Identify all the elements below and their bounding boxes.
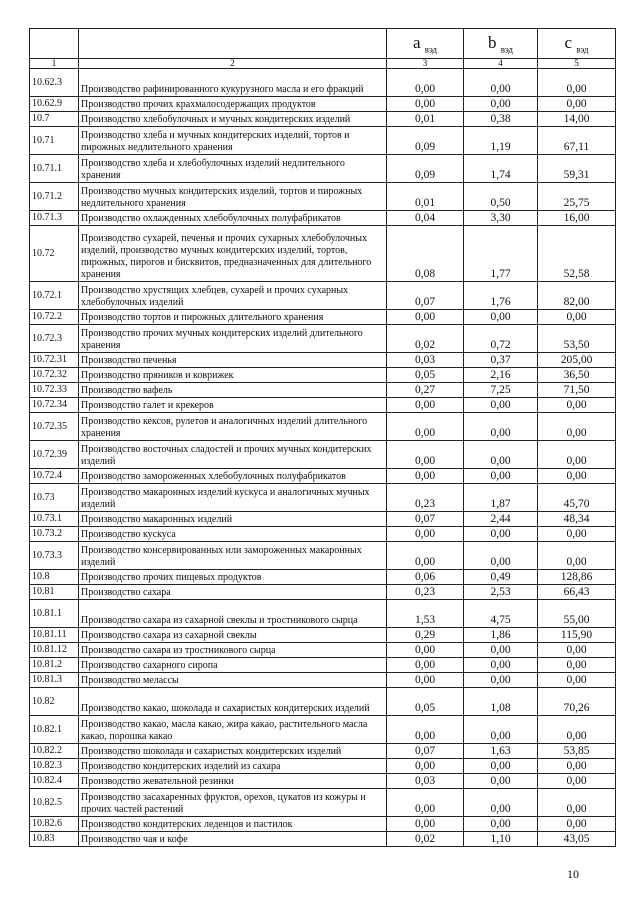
- value-a: 0,00: [387, 441, 464, 469]
- value-c: 0,00: [538, 527, 616, 542]
- table-row: [30, 112, 616, 127]
- row-code: 10.81.11: [30, 628, 79, 643]
- value-a: 0,00: [387, 398, 464, 413]
- column-number: 1: [30, 59, 79, 69]
- value-c: 53,85: [538, 744, 616, 759]
- value-c: 25,75: [538, 183, 616, 211]
- table-row: [30, 441, 616, 469]
- value-b: 0,00: [464, 398, 538, 413]
- header-cell-code: [30, 29, 79, 59]
- table-row: [30, 688, 616, 716]
- row-code: 10.73.1: [30, 512, 79, 527]
- row-code: 10.72.39: [30, 441, 79, 469]
- row-code: 10.71.1: [30, 155, 79, 183]
- table-row: [30, 69, 616, 97]
- value-b: 2,53: [464, 585, 538, 600]
- value-b: 1,19: [464, 127, 538, 155]
- row-code: 10.81.12: [30, 643, 79, 658]
- row-name: Производство печенья: [79, 353, 387, 368]
- table-row: [30, 512, 616, 527]
- value-c: 70,26: [538, 688, 616, 716]
- value-a: 0,00: [387, 97, 464, 112]
- value-b: 1,87: [464, 484, 538, 512]
- row-name: Производство мелассы: [79, 673, 387, 688]
- value-c: 45,70: [538, 484, 616, 512]
- value-b: 3,30: [464, 211, 538, 226]
- table-row: [30, 413, 616, 441]
- row-name: Производство прочих крахмалосодержащих продуктов: [79, 97, 387, 112]
- row-name: Производство жевательной резинки: [79, 774, 387, 789]
- row-name: Производство сухарей, печенья и прочих сухарных хлебобулочных изделий, производство мучных кондитерских изделий, тортов, пирожных, пирогов и бисквитов, предназначенных для длительного хранения: [79, 226, 387, 282]
- value-a: 0,07: [387, 512, 464, 527]
- column-number: 4: [464, 59, 538, 69]
- table-row: [30, 789, 616, 817]
- row-name: Производство хрустящих хлебцев, сухарей и прочих сухарных хлебобулочных изделий: [79, 282, 387, 310]
- value-b: 0,49: [464, 570, 538, 585]
- row-code: 10.71: [30, 127, 79, 155]
- value-a: 0,00: [387, 542, 464, 570]
- value-a: 0,00: [387, 658, 464, 673]
- row-name: Производство кексов, рулетов и аналогичных изделий длительного хранения: [79, 413, 387, 441]
- row-name: Производство хлеба и мучных кондитерских изделий, тортов и пирожных недлительного хранения: [79, 127, 387, 155]
- value-b: 0,72: [464, 325, 538, 353]
- table-row: [30, 716, 616, 744]
- value-b: 1,86: [464, 628, 538, 643]
- header-row: [30, 29, 616, 59]
- header-cell-name: [79, 29, 387, 59]
- value-a: 0,29: [387, 628, 464, 643]
- table-row: [30, 325, 616, 353]
- row-name: Производство хлеба и хлебобулочных изделий недлительного хранения: [79, 155, 387, 183]
- table-body: [30, 69, 616, 847]
- row-name: Производство сахара из сахарной свеклы и тростникового сырца: [79, 600, 387, 628]
- row-code: 10.62.3: [30, 69, 79, 97]
- row-code: 10.72.4: [30, 469, 79, 484]
- value-a: 1,53: [387, 600, 464, 628]
- value-a: 0,00: [387, 759, 464, 774]
- row-name: Производство галет и крекеров: [79, 398, 387, 413]
- row-code: 10.82.2: [30, 744, 79, 759]
- value-c: 16,00: [538, 211, 616, 226]
- value-c: 0,00: [538, 542, 616, 570]
- value-a: 0,02: [387, 832, 464, 847]
- table-row: [30, 542, 616, 570]
- row-code: 10.71.3: [30, 211, 79, 226]
- value-c: 0,00: [538, 673, 616, 688]
- value-a: 0,05: [387, 368, 464, 383]
- row-name: Производство прочих мучных кондитерских изделий длительного хранения: [79, 325, 387, 353]
- value-c: 0,00: [538, 398, 616, 413]
- column-number: 3: [387, 59, 464, 69]
- row-name: Производство консервированных или замороженных макаронных изделий: [79, 542, 387, 570]
- row-code: 10.72.31: [30, 353, 79, 368]
- value-c: 0,00: [538, 716, 616, 744]
- value-b: 2,16: [464, 368, 538, 383]
- column-number: 2: [79, 59, 387, 69]
- value-b: 0,50: [464, 183, 538, 211]
- row-code: 10.72: [30, 226, 79, 282]
- column-number: 5: [538, 59, 616, 69]
- table-row: [30, 817, 616, 832]
- row-name: Производство пряников и коврижек: [79, 368, 387, 383]
- value-b: 1,76: [464, 282, 538, 310]
- value-b: 0,00: [464, 469, 538, 484]
- value-a: 0,07: [387, 744, 464, 759]
- value-b: 0,00: [464, 413, 538, 441]
- value-c: 53,50: [538, 325, 616, 353]
- row-code: 10.82.4: [30, 774, 79, 789]
- value-c: 0,00: [538, 759, 616, 774]
- value-a: 0,00: [387, 789, 464, 817]
- value-b: 0,00: [464, 441, 538, 469]
- table-row: [30, 383, 616, 398]
- row-name: Производство охлажденных хлебобулочных полуфабрикатов: [79, 211, 387, 226]
- table-row: [30, 353, 616, 368]
- value-b: 1,08: [464, 688, 538, 716]
- table-row: [30, 368, 616, 383]
- header-cell-b: b $_{вэд}$: [464, 29, 538, 59]
- value-c: 59,31: [538, 155, 616, 183]
- row-code: 10.72.33: [30, 383, 79, 398]
- value-a: 0,00: [387, 673, 464, 688]
- value-c: 67,11: [538, 127, 616, 155]
- value-c: 128,86: [538, 570, 616, 585]
- value-a: 0,00: [387, 310, 464, 325]
- value-c: 48,34: [538, 512, 616, 527]
- value-b: 0,00: [464, 97, 538, 112]
- column-number-row: [30, 59, 616, 69]
- row-name: Производство сахара: [79, 585, 387, 600]
- row-name: Производство кондитерских изделий из сахара: [79, 759, 387, 774]
- row-code: 10.73: [30, 484, 79, 512]
- row-code: 10.73.2: [30, 527, 79, 542]
- value-b: 2,44: [464, 512, 538, 527]
- table-row: [30, 398, 616, 413]
- row-name: Производство сахара из тростникового сырца: [79, 643, 387, 658]
- row-name: Производство макаронных изделий кускуса и аналогичных мучных изделий: [79, 484, 387, 512]
- value-b: 1,63: [464, 744, 538, 759]
- table-row: [30, 527, 616, 542]
- value-a: 0,03: [387, 774, 464, 789]
- value-c: 71,50: [538, 383, 616, 398]
- row-code: 10.62.9: [30, 97, 79, 112]
- row-code: 10.81: [30, 585, 79, 600]
- value-c: 0,00: [538, 658, 616, 673]
- value-a: 0,09: [387, 127, 464, 155]
- value-c: 0,00: [538, 774, 616, 789]
- row-name: Производство сахарного сиропа: [79, 658, 387, 673]
- value-c: 43,05: [538, 832, 616, 847]
- row-code: 10.82.5: [30, 789, 79, 817]
- row-code: 10.82.3: [30, 759, 79, 774]
- page-number: 10: [567, 867, 579, 881]
- table-row: [30, 658, 616, 673]
- row-name: Производство макаронных изделий: [79, 512, 387, 527]
- value-c: 115,90: [538, 628, 616, 643]
- row-name: Производство хлебобулочных и мучных кондитерских изделий: [79, 112, 387, 127]
- table-row: [30, 832, 616, 847]
- value-b: 0,00: [464, 643, 538, 658]
- row-code: 10.72.34: [30, 398, 79, 413]
- value-a: 0,04: [387, 211, 464, 226]
- table-row: [30, 97, 616, 112]
- table-row: [30, 744, 616, 759]
- table-row: [30, 600, 616, 628]
- table-row: [30, 310, 616, 325]
- row-code: 10.72.35: [30, 413, 79, 441]
- table-row: [30, 759, 616, 774]
- row-code: 10.73.3: [30, 542, 79, 570]
- table-row: [30, 585, 616, 600]
- value-a: 0,00: [387, 817, 464, 832]
- table-row: [30, 282, 616, 310]
- value-b: 0,38: [464, 112, 538, 127]
- value-c: 36,50: [538, 368, 616, 383]
- value-a: 0,00: [387, 527, 464, 542]
- row-name: Производство чая и кофе: [79, 832, 387, 847]
- value-b: 0,00: [464, 774, 538, 789]
- value-c: 52,58: [538, 226, 616, 282]
- row-code: 10.72.32: [30, 368, 79, 383]
- table-row: [30, 628, 616, 643]
- value-a: 0,27: [387, 383, 464, 398]
- value-b: 4,75: [464, 600, 538, 628]
- row-name: Производство замороженных хлебобулочных полуфабрикатов: [79, 469, 387, 484]
- value-b: 0,00: [464, 542, 538, 570]
- table-row: [30, 643, 616, 658]
- row-name: Производство восточных сладостей и прочих мучных кондитерских изделий: [79, 441, 387, 469]
- value-b: 0,00: [464, 658, 538, 673]
- row-code: 10.82.6: [30, 817, 79, 832]
- row-name: Производство какао, шоколада и сахаристых кондитерских изделий: [79, 688, 387, 716]
- value-a: 0,23: [387, 585, 464, 600]
- table-row: [30, 469, 616, 484]
- row-code: 10.8: [30, 570, 79, 585]
- value-c: 0,00: [538, 643, 616, 658]
- value-b: 7,25: [464, 383, 538, 398]
- row-code: 10.82.1: [30, 716, 79, 744]
- value-b: 0,00: [464, 69, 538, 97]
- value-c: 14,00: [538, 112, 616, 127]
- value-a: 0,00: [387, 69, 464, 97]
- table-row: [30, 226, 616, 282]
- value-b: 0,00: [464, 789, 538, 817]
- row-name: Производство какао, масла какао, жира какао, растительного масла какао, порошка какао: [79, 716, 387, 744]
- row-name: Производство шоколада и сахаристых кондитерских изделий: [79, 744, 387, 759]
- value-b: 1,10: [464, 832, 538, 847]
- value-b: 1,77: [464, 226, 538, 282]
- row-name: Производство вафель: [79, 383, 387, 398]
- table-row: [30, 127, 616, 155]
- table-row: [30, 774, 616, 789]
- value-a: 0,07: [387, 282, 464, 310]
- value-b: 0,00: [464, 817, 538, 832]
- table-row: [30, 484, 616, 512]
- value-c: 0,00: [538, 469, 616, 484]
- table-row: [30, 673, 616, 688]
- value-a: 0,05: [387, 688, 464, 716]
- row-code: 10.71.2: [30, 183, 79, 211]
- table-row: [30, 570, 616, 585]
- value-a: 0,06: [387, 570, 464, 585]
- row-code: 10.72.3: [30, 325, 79, 353]
- value-a: 0,00: [387, 716, 464, 744]
- value-c: 205,00: [538, 353, 616, 368]
- row-code: 10.81.1: [30, 600, 79, 628]
- value-a: 0,03: [387, 353, 464, 368]
- value-c: 0,00: [538, 789, 616, 817]
- value-b: 0,00: [464, 716, 538, 744]
- row-name: Производство кондитерских леденцов и пастилок: [79, 817, 387, 832]
- header-cell-c: c $_{вэд}$: [538, 29, 616, 59]
- value-c: 66,43: [538, 585, 616, 600]
- row-code: 10.7: [30, 112, 79, 127]
- value-c: 0,00: [538, 310, 616, 325]
- value-b: 1,74: [464, 155, 538, 183]
- row-code: 10.83: [30, 832, 79, 847]
- value-a: 0,00: [387, 413, 464, 441]
- row-name: Производство засахаренных фруктов, орехов, цукатов из кожуры и прочих частей растений: [79, 789, 387, 817]
- value-c: 82,00: [538, 282, 616, 310]
- value-c: 0,00: [538, 817, 616, 832]
- row-code: 10.81.3: [30, 673, 79, 688]
- row-name: Производство прочих пищевых продуктов: [79, 570, 387, 585]
- row-code: 10.72.2: [30, 310, 79, 325]
- value-a: 0,02: [387, 325, 464, 353]
- row-code: 10.72.1: [30, 282, 79, 310]
- value-b: 0,00: [464, 527, 538, 542]
- value-a: 0,00: [387, 469, 464, 484]
- header-cell-a: a $_{вэд}$: [387, 29, 464, 59]
- table-row: [30, 183, 616, 211]
- table-row: [30, 155, 616, 183]
- value-a: 0,01: [387, 183, 464, 211]
- row-name: Производство сахара из сахарной свеклы: [79, 628, 387, 643]
- value-a: 0,08: [387, 226, 464, 282]
- value-b: 0,37: [464, 353, 538, 368]
- row-code: 10.82: [30, 688, 79, 716]
- value-c: 0,00: [538, 97, 616, 112]
- row-code: 10.81.2: [30, 658, 79, 673]
- value-a: 0,09: [387, 155, 464, 183]
- row-name: Производство мучных кондитерских изделий, тортов и пирожных недлительного хранения: [79, 183, 387, 211]
- row-name: Производство рафинированного кукурузного масла и его фракций: [79, 69, 387, 97]
- value-c: 55,00: [538, 600, 616, 628]
- table-row: [30, 211, 616, 226]
- value-b: 0,00: [464, 310, 538, 325]
- value-c: 0,00: [538, 441, 616, 469]
- value-b: 0,00: [464, 673, 538, 688]
- row-name: Производство тортов и пирожных длительного хранения: [79, 310, 387, 325]
- value-a: 0,01: [387, 112, 464, 127]
- value-c: 0,00: [538, 69, 616, 97]
- value-a: 0,23: [387, 484, 464, 512]
- value-a: 0,00: [387, 643, 464, 658]
- value-b: 0,00: [464, 759, 538, 774]
- row-name: Производство кускуса: [79, 527, 387, 542]
- data-table: [29, 28, 616, 847]
- value-c: 0,00: [538, 413, 616, 441]
